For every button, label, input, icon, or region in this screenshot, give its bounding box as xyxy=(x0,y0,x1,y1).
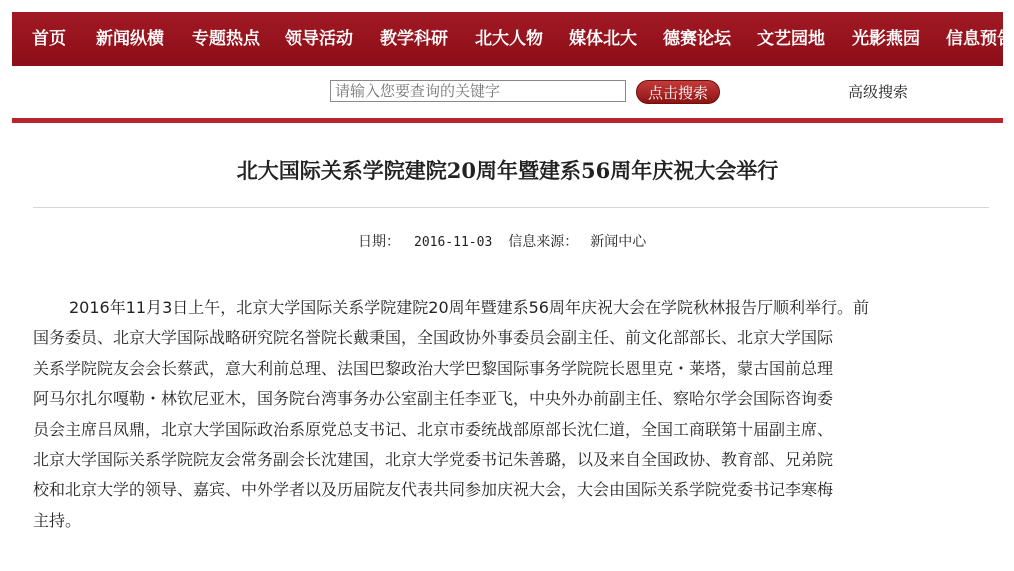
nav-item-home[interactable]: 首页 xyxy=(32,29,66,49)
header-divider xyxy=(12,118,1003,123)
nav-item-news[interactable]: 新闻纵横 xyxy=(96,29,164,49)
search-button[interactable]: 点击搜索 xyxy=(636,80,720,104)
article-body-line: 关系学院院友会会长蔡武，意大利前总理、法国巴黎政治大学巴黎国际事务学院院长恩里克・莱塔，蒙古国前总理 xyxy=(33,358,834,378)
search-input[interactable] xyxy=(330,80,626,102)
advanced-search-link[interactable]: 高级搜索 xyxy=(848,83,909,101)
nav-item-topics[interactable]: 专题热点 xyxy=(192,29,260,49)
search-bar xyxy=(12,66,1003,118)
article-body xyxy=(33,293,991,536)
nav-item-arts[interactable]: 文艺园地 xyxy=(757,29,825,49)
nav-item-photos[interactable]: 光影燕园 xyxy=(852,29,920,49)
article-body-line: 校和北京大学的领导、嘉宾、中外学者以及历届院友代表共同参加庆祝大会，大会由国际关系学院党委书记李寒梅 xyxy=(33,480,834,500)
date-label: 日期： xyxy=(358,234,400,250)
nav-item-teaching[interactable]: 教学科研 xyxy=(380,29,448,49)
article-body-line: 2016年11月3日上午，北京大学国际关系学院建院20周年暨建系56周年庆祝大会在学院秋林报告厅顺利举行。前 xyxy=(69,298,869,317)
article-body-line: 阿马尔扎尔嘎勒・林钦尼亚木，国务院台湾事务办公室副主任李亚飞，中央外办前副主任、察哈尔学会国际咨询委 xyxy=(33,389,834,409)
source-value: 新闻中心 xyxy=(590,234,647,250)
nav-item-media[interactable]: 媒体北大 xyxy=(569,29,637,49)
article-meta xyxy=(358,231,646,251)
top-navigation-bar xyxy=(12,12,1014,66)
nav-item-people[interactable]: 北大人物 xyxy=(475,29,543,49)
date-value: 2016-11-03 xyxy=(414,235,493,250)
nav-item-leadership[interactable]: 领导活动 xyxy=(285,29,353,49)
article-title: 北大国际关系学院建院20周年暨建系56周年庆祝大会举行 xyxy=(236,158,779,183)
article-body-line: 主持。 xyxy=(33,510,82,530)
source-label: 信息来源： xyxy=(508,234,579,250)
title-divider xyxy=(33,207,989,208)
article-body-line: 员会主席吕凤鼎，北京大学国际政治系原党总支书记、北京市委统战部原部长沈仁道，全国工商联第十届副主席、 xyxy=(33,419,834,439)
article-body-line: 北京大学国际关系学院院友会常务副会长沈建国，北京大学党委书记朱善璐，以及来自全国政协、教育部、兄弟院 xyxy=(33,450,834,470)
article-body-line: 国务委员、北京大学国际战略研究院名誉院长戴秉国，全国政协外事委员会副主任、前文化部部长、北京大学国际 xyxy=(33,328,834,348)
nav-item-forum[interactable]: 德赛论坛 xyxy=(663,29,731,49)
nav-item-notices[interactable]: 信息预告 xyxy=(946,29,1014,49)
